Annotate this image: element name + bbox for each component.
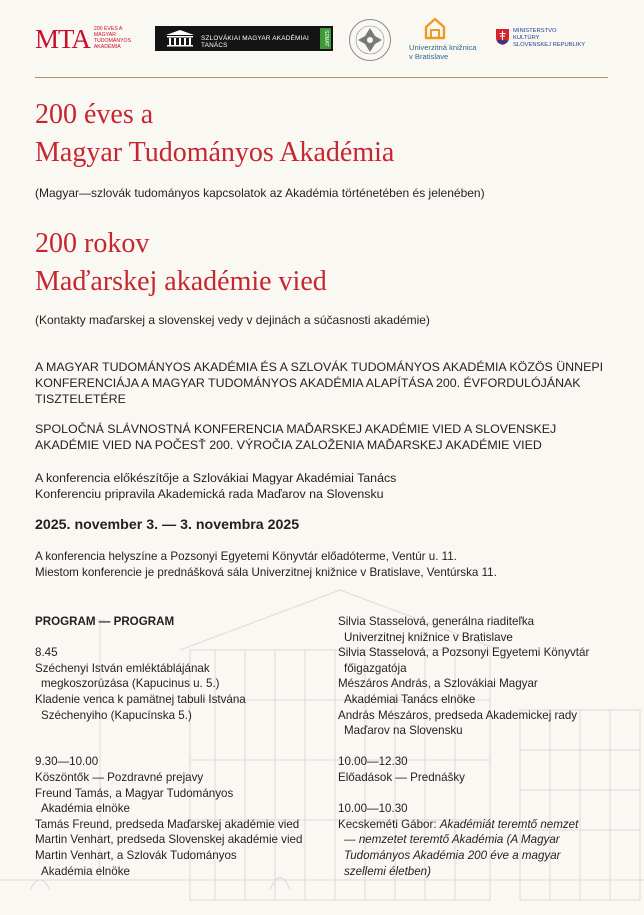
program-item-line: Silvia Stasselová, generálna riaditeľka	[338, 615, 535, 628]
hu-title-line1: 200 éves a	[35, 99, 154, 130]
program-item-line: Széchenyiho (Kapucínska 5.)	[41, 708, 192, 722]
organizer-block	[35, 470, 620, 502]
venue-sk: Miestom konferencie je prednášková sála Univerzitnej knižnice v Bratislave, Ventúrska 11.	[35, 566, 497, 579]
house-icon	[423, 16, 447, 40]
conference-heading-hu-line3: TISZTELETÉRE	[35, 392, 126, 406]
ministry-line2: KULTÚRY	[513, 35, 540, 42]
conference-heading-hu-line1: A MAGYAR TUDOMÁNYOS AKADÉMIA ÉS A SZLOVÁK TUDOMÁNYOS AKADÉMIA KÖZÖS ÜNNEPI	[35, 360, 604, 374]
lecture-title-line	[338, 848, 618, 864]
ministry-line1: MINISTERSTVO	[513, 28, 557, 34]
program-item-line: Univerzitnej knižnice v Bratislave	[344, 630, 513, 644]
smat-logo-text: SZLOVÁKIAI MAGYAR AKADÉMIAI TANÁCS	[201, 35, 309, 49]
smat-logo-tag: SZMAT	[320, 28, 331, 49]
mta-logo	[35, 24, 142, 54]
program-time: 8.45	[35, 646, 58, 660]
program-right-column	[338, 614, 618, 879]
ukb-logo-name-line1: Univerzitná knižnica	[409, 43, 477, 52]
lecture-title-part: szellemi életben)	[344, 864, 431, 878]
program-item-line: főigazgatója	[344, 661, 407, 675]
program-item-line: megkoszorúzása (Kapucinus u. 5.)	[41, 677, 220, 691]
program-time: 10.00—12.30	[338, 755, 408, 769]
program-item-line: Széchenyi István emléktáblájának	[35, 661, 210, 675]
program-item-line: Maďarov na Slovensku	[344, 724, 463, 738]
hu-title-line2: Magyar Tudományos Akadémia	[35, 137, 395, 168]
ukb-logo-name-line2: v Bratislave	[409, 52, 449, 61]
logo-band	[35, 16, 608, 66]
program-item-line: András Mészáros, predseda Akademickej rady	[338, 708, 578, 722]
spacer	[35, 630, 335, 646]
program-item-line: Martin Venhart, a Szlovák Tudományos	[35, 848, 237, 862]
lecture-title-line	[338, 817, 618, 833]
program-section-title: Köszöntők — Pozdravné prejavy	[35, 770, 204, 784]
mta-logo-word: MTA	[35, 24, 90, 54]
sk-title-line1: 200 rokov	[35, 228, 150, 259]
lecture-title-part: Tudományos Akadémia 200 éve a magyar	[344, 848, 561, 862]
program-item-line: Tamás Freund, predseda Maďarskej akadémie vied	[35, 817, 300, 831]
hungarian-title	[35, 96, 394, 172]
organizer-sk: Konferenciu pripravila Akademická rada Maďarov na Slovensku	[35, 487, 384, 501]
program-item-line: Freund Tamás, a Magyar Tudományos	[35, 786, 234, 800]
spacer	[35, 739, 335, 755]
venue-hu: A konferencia helyszíne a Pozsonyi Egyetemi Könyvtár előadóterme, Ventúr u. 11.	[35, 550, 457, 563]
conference-heading-hu	[35, 359, 620, 407]
hungarian-subtitle: (Magyar—szlovák tudományos kapcsolatok az Akadémia történetében és jelenében)	[35, 186, 485, 200]
organizer-hu: A konferencia előkészítője a Szlovákiai Magyar Akadémiai Tanács	[35, 471, 397, 485]
ministry-logo	[496, 26, 608, 60]
program-section-title: Előadások — Prednášky	[338, 770, 465, 784]
venue-block	[35, 549, 620, 581]
slovak-subtitle: (Kontakty maďarskej a slovenskej vedy v dejinách a súčasnosti akadémie)	[35, 313, 430, 327]
sk-title-line2: Maďarskej akadémie vied	[35, 266, 327, 297]
mta-logo-subtitle: 200 ÉVES A MAGYAR TUDOMÁNYOS AKADÉMIA	[93, 26, 132, 50]
program-item-line: Akadémia elnöke	[41, 864, 130, 878]
conference-date: 2025. november 3. — 3. novembra 2025	[35, 517, 300, 533]
lecture-title-line	[338, 832, 618, 848]
program-item-line: Silvia Stasselová, a Pozsonyi Egyetemi Könyvtár	[338, 646, 590, 660]
program-heading: PROGRAM — PROGRAM	[35, 615, 175, 628]
lecture-title-part: — nemzetet teremtő Akadémia (A Magyar	[344, 833, 560, 847]
ukb-logo	[409, 16, 499, 66]
spacer	[338, 739, 618, 755]
program-item-line: Akadémia elnöke	[41, 802, 130, 816]
program-time: 10.00—10.30	[338, 802, 408, 816]
program-item-line: Kladenie venca k pamätnej tabuli Istvána	[35, 692, 246, 706]
spacer	[35, 723, 335, 739]
program-item-line: Akadémiai Tanács elnöke	[344, 692, 476, 706]
spacer	[338, 786, 618, 802]
program-left-column	[35, 614, 335, 879]
smat-logo	[155, 26, 333, 51]
conference-heading-hu-line2: KONFERENCIÁJA A MAGYAR TUDOMÁNYOS AKADÉMIA ALAPÍTÁSA 200. ÉVFORDULÓJÁNAK	[35, 376, 581, 390]
program-time: 9.30—10.00	[35, 755, 99, 769]
slovak-coat-of-arms-icon	[496, 29, 509, 45]
conference-heading-sk-line2: AKADÉMIE VIED NA POČESŤ 200. VÝROČIA ZALOŽENIA MAĎARSKEJ AKADÉMIE VIED	[35, 438, 542, 452]
header-divider	[35, 77, 608, 78]
colonnade-icon	[165, 30, 195, 47]
lecture-title-line	[338, 864, 618, 880]
program-item-line: Martin Venhart, predseda Slovenskej akadémie vied	[35, 833, 303, 847]
lecture-speaker: Kecskeméti Gábor:	[338, 817, 440, 831]
lecture-title-part: Akadémiát teremtő nemzet	[439, 817, 579, 831]
academy-seal-icon	[348, 18, 392, 62]
conference-heading-sk	[35, 421, 620, 453]
conference-heading-sk-line1: SPOLOČNÁ SLÁVNOSTNÁ KONFERENCIA MAĎARSKEJ AKADÉMIE VIED A SLOVENSKEJ	[35, 422, 557, 436]
slovak-title	[35, 225, 327, 301]
ministry-line3: SLOVENSKEJ REPUBLIKY	[513, 42, 586, 49]
program-item-line: Mészáros András, a Szlovákiai Magyar	[338, 677, 538, 691]
